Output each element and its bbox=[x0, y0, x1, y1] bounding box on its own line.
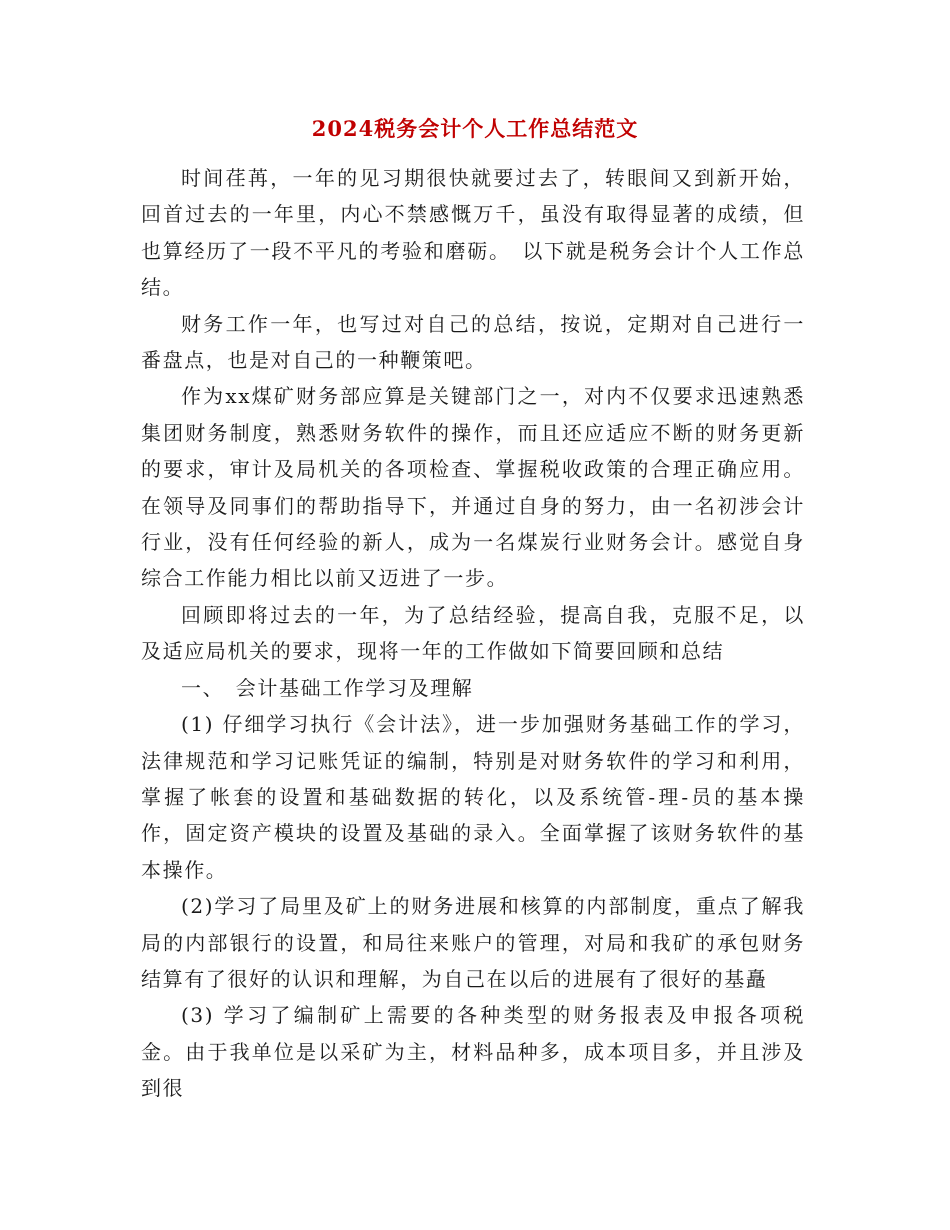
paragraph-department-role: 作为xx煤矿财务部应算是关键部门之一，对内不仅要求迅速熟悉集团财务制度，熟悉财务软件的操作，而且还应适应不断的财务更新的要求，审计及局机关的各项检查、掌握税收政策的合理正确应用。在领导及同事们的帮助指导下，并通过自身的努力，由一名初涉会计行业，没有任何经验的新人，成为一名煤炭行业财务会计。感觉自身综合工作能力相比以前又迈进了一步。 bbox=[141, 384, 805, 591]
paragraph-item-2: (2)学习了局里及矿上的财务进展和核算的内部制度，重点了解我局的内部银行的设置，和局往来账户的管理，对局和我矿的承包财务结算有了很好的认识和理解，为自己在以后的进展有了很好的基矗 bbox=[141, 894, 805, 991]
paragraph-item-1: (1) 仔细学习执行《会计法》，进一步加强财务基础工作的学习，法律规范和学习记账凭证的编制，特别是对财务软件的学习和利用，掌握了帐套的设置和基础数据的转化，以及系统管-理-员的基本操作，固定资产模块的设置及基础的录入。全面掌握了该财务软件的基本操作。 bbox=[141, 712, 805, 882]
section-heading-1: 一、 会计基础工作学习及理解 bbox=[181, 675, 474, 700]
paragraph-self-review: 财务工作一年，也写过对自己的总结，按说，定期对自己进行一番盘点，也是对自己的一种鞭策吧。 bbox=[141, 311, 805, 373]
paragraph-intro: 时间荏苒，一年的见习期很快就要过去了，转眼间又到新开始，回首过去的一年里，内心不禁感慨万千，虽没有取得显著的成绩，但也算经历了一段不平凡的考验和磨砺。 以下就是税务会计个人工作总结。 bbox=[141, 166, 805, 300]
paragraph-review-summary: 回顾即将过去的一年，为了总结经验，提高自我，克服不足，以及适应局机关的要求，现将一年的工作做如下简要回顾和总结 bbox=[141, 602, 805, 664]
document-title: 2024税务会计个人工作总结范文 bbox=[311, 116, 639, 141]
paragraph-item-3: (3) 学习了编制矿上需要的各种类型的财务报表及申报各项税金。由于我单位是以采矿为主，材料品种多，成本项目多，并且涉及到很 bbox=[141, 1003, 805, 1101]
document-body bbox=[141, 160, 805, 1107]
